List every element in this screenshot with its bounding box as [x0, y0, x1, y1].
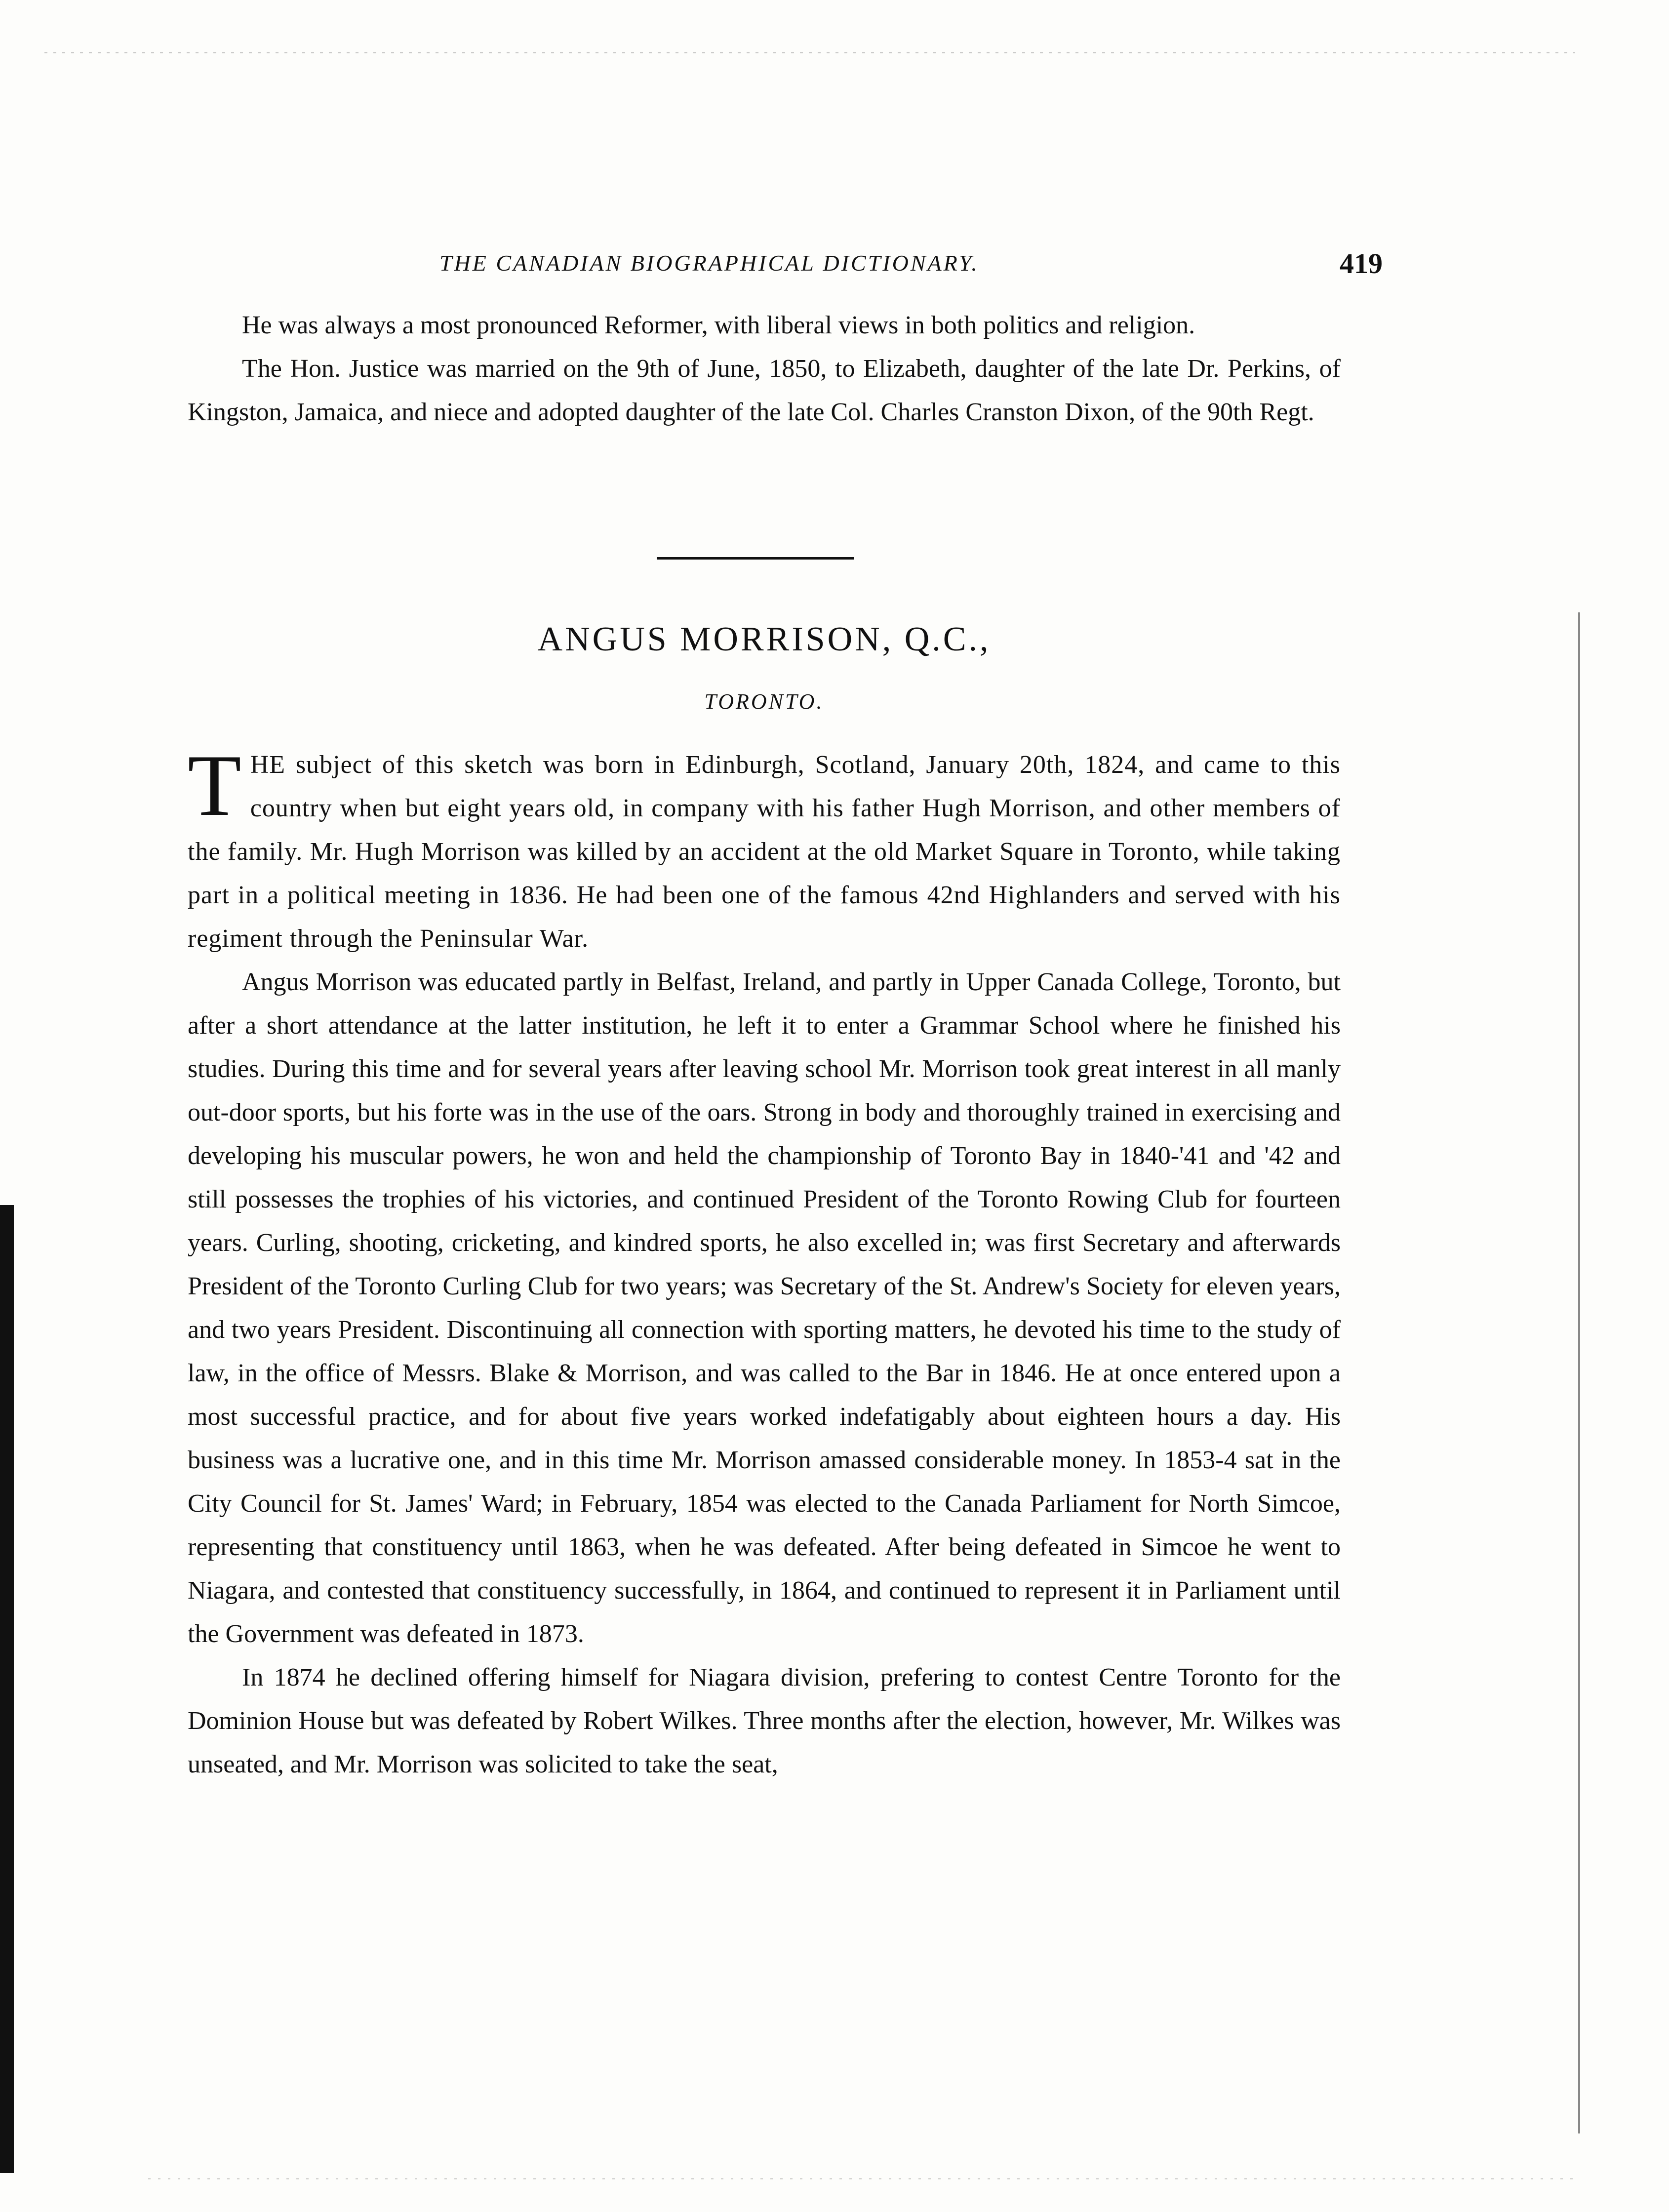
- drop-cap: T: [188, 736, 241, 834]
- scan-bottom-edge: [148, 2178, 1580, 2179]
- running-title: THE CANADIAN BIOGRAPHICAL DICTIONARY.: [439, 250, 979, 276]
- scan-right-edge: [1578, 612, 1580, 2133]
- lead-text: HE subject of this sketch was born in Edinburgh, Scotland, January 20th, 1824, and came to this country when but eight years old, in company with his father Hugh Morrison, and other members of the family. Mr. Hugh Morrison was killed by an accident at the old Market Square in Toronto, while taking part in a political meeting in 1836. He had been one of the famous 42nd Highlanders and served with his regiment through the Peninsular War.: [188, 751, 1341, 953]
- entry-heading: ANGUS MORRISON, Q.C.,: [537, 620, 991, 658]
- section-divider: [657, 557, 854, 560]
- paragraph: In 1874 he declined offering himself for Niagara division, prefering to contest Centre Toronto for the Dominion House but was defeated by Robert Wilkes. Three months after the election, however, Mr. Wilkes was unseated, and Mr. Morrison was solicited to take the seat,: [188, 1663, 1341, 1778]
- entry-body: [188, 736, 1341, 1786]
- paragraph: The Hon. Justice was married on the 9th of June, 1850, to Elizabeth, daughter of the late Dr. Perkins, of Kingston, Jamaica, and niece and adopted daughter of the late Col. Charles Cranston Dixon, of the 90th Regt.: [188, 355, 1341, 426]
- scan-top-edge: [44, 52, 1575, 53]
- entry-location: TORONTO.: [704, 689, 824, 714]
- scan-binding-shadow: [0, 1205, 14, 2173]
- previous-entry-text: [188, 304, 1341, 434]
- page-number: 419: [1340, 247, 1383, 280]
- paragraph: He was always a most pronounced Reformer, with liberal views in both politics and religion.: [242, 311, 1195, 339]
- paragraph: Angus Morrison was educated partly in Belfast, Ireland, and partly in Upper Canada College, Toronto, but after a short attendance at the latter institution, he left it to enter a Grammar School where he finished his studies. During this time and for several years after leaving school Mr. Morrison took great interest in all manly out-door sports, but his forte was in the use of the oars. Strong in body and thoroughly trained in exercising and developing his muscular powers, he won and held the championship of Toronto Bay in 1840-'41 and '42 and still possesses the trophies of his victories, and continued President of the Toronto Rowing Club for fourteen years. Curling, shooting, cricketing, and kindred sports, he also excelled in; was first Secretary and afterwards President of the Toronto Curling Club for two years; was Secretary of the St. Andrew's Society for eleven years, and two years President. Discontinuing all connection with sporting matters, he devoted his time to the study of law, in the office of Messrs. Blake & Morrison, and was called to the Bar in 1846. He at once entered upon a most successful practice, and for about five years worked indefatigably about eighteen hours a day. His business was a lucrative one, and in this time Mr. Morrison amassed considerable money. In 1853-4 sat in the City Council for St. James' Ward; in February, 1854 was elected to the Canada Parliament for North Simcoe, representing that constituency until 1863, when he was defeated. After being defeated in Simcoe he went to Niagara, and contested that constituency successfully, in 1864, and continued to represent it in Parliament until the Government was defeated in 1873.: [188, 968, 1341, 1648]
- lead-paragraph: [188, 736, 1341, 961]
- running-header: [188, 247, 1383, 286]
